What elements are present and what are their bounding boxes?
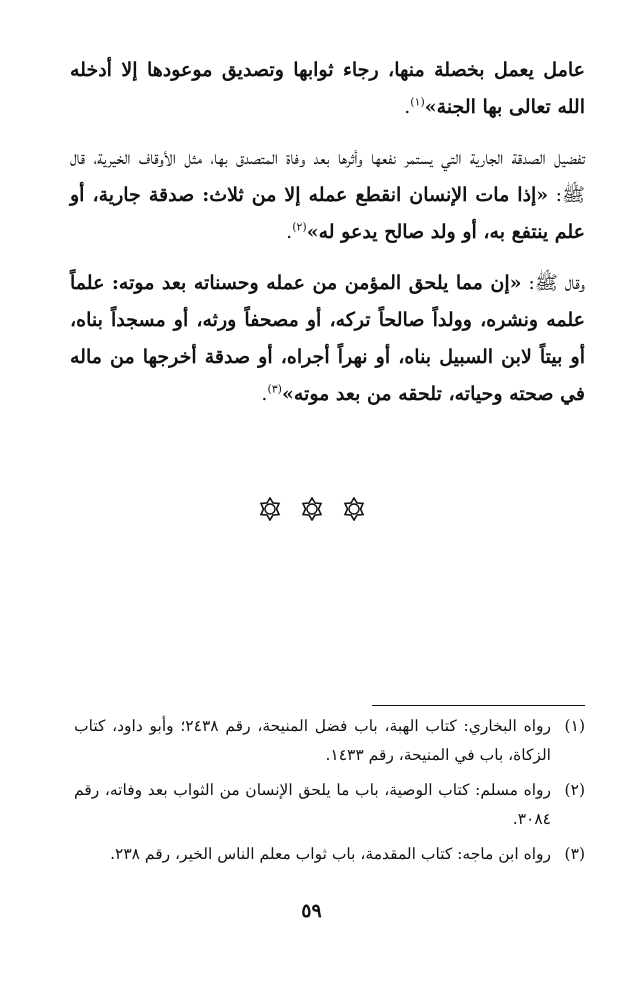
paragraph-2 [70,140,585,251]
paragraph-1 [70,52,585,126]
hadith-text: عامل يعمل بخصلة منها، رجاء ثوابها وتصديق موعودها إلا أدخله الله تعالى بها الجنة» [70,59,585,118]
period: . [404,96,411,118]
footnote-1 [74,712,585,770]
paragraph-3 [70,265,585,413]
paragraph-intro: وقال ﷺ: [521,272,585,294]
footnote-number: (٢) [564,781,585,799]
footnote-divider [372,705,585,706]
footnote-ref-2[interactable]: (٢) [292,220,307,234]
footnote-2 [74,776,585,834]
footnote-number: (٣) [564,845,585,863]
footnote-text: رواه ابن ماجه: كتاب المقدمة، باب ثواب معلم الناس الخير، رقم ٢٣٨. [110,845,551,863]
footnote-number: (١) [564,717,585,735]
footnotes [74,712,585,875]
star-ornament-icon [300,497,324,521]
period: . [261,383,268,405]
footnote-ref-3[interactable]: (٣) [267,382,282,396]
hadith-text: «إذا مات الإنسان انقطع عمله إلا من ثلاث: صدقة جارية، أو علم ينتفع به، أو ولد صالح يدعو له» [70,184,585,243]
period: . [286,221,293,243]
section-ornament [0,497,623,521]
page-number: ٥٩ [301,900,322,922]
footnote-3 [74,840,585,869]
footnote-ref-1[interactable]: (١) [410,95,425,109]
star-ornament-icon [342,497,366,521]
star-ornament-icon [258,497,282,521]
paragraph-intro: تفضيل الصدقة الجارية التي يستمر نفعها وأثرها بعد وفاة المتصدق بها، مثل الأوقاف الخيرية، قال ﷺ: [70,147,585,206]
footnote-text: رواه مسلم: كتاب الوصية، باب ما يلحق الإنسان من الثواب بعد وفاته، رقم ٣٠٨٤. [74,781,551,828]
footnote-text: رواه البخاري: كتاب الهبة، باب فضل المنيحة، رقم ٢٤٣٨؛ وأبو داود، كتاب الزكاة، باب في المنيحة، رقم ١٤٣٣. [74,717,551,764]
main-text [70,52,585,413]
hadith-text: «إن مما يلحق المؤمن من عمله وحسناته بعد موته: علماً علمه ونشره، وولداً صالحاً تركه، أو مصحفاً ورثه، أو مسجداً بناه، أو بيتاً لابن السبيل بناه، أو نهراً أجراه، أو صدقة أخرجها من ماله في صحته وحياته، تلحقه من بعد موته» [70,272,585,405]
